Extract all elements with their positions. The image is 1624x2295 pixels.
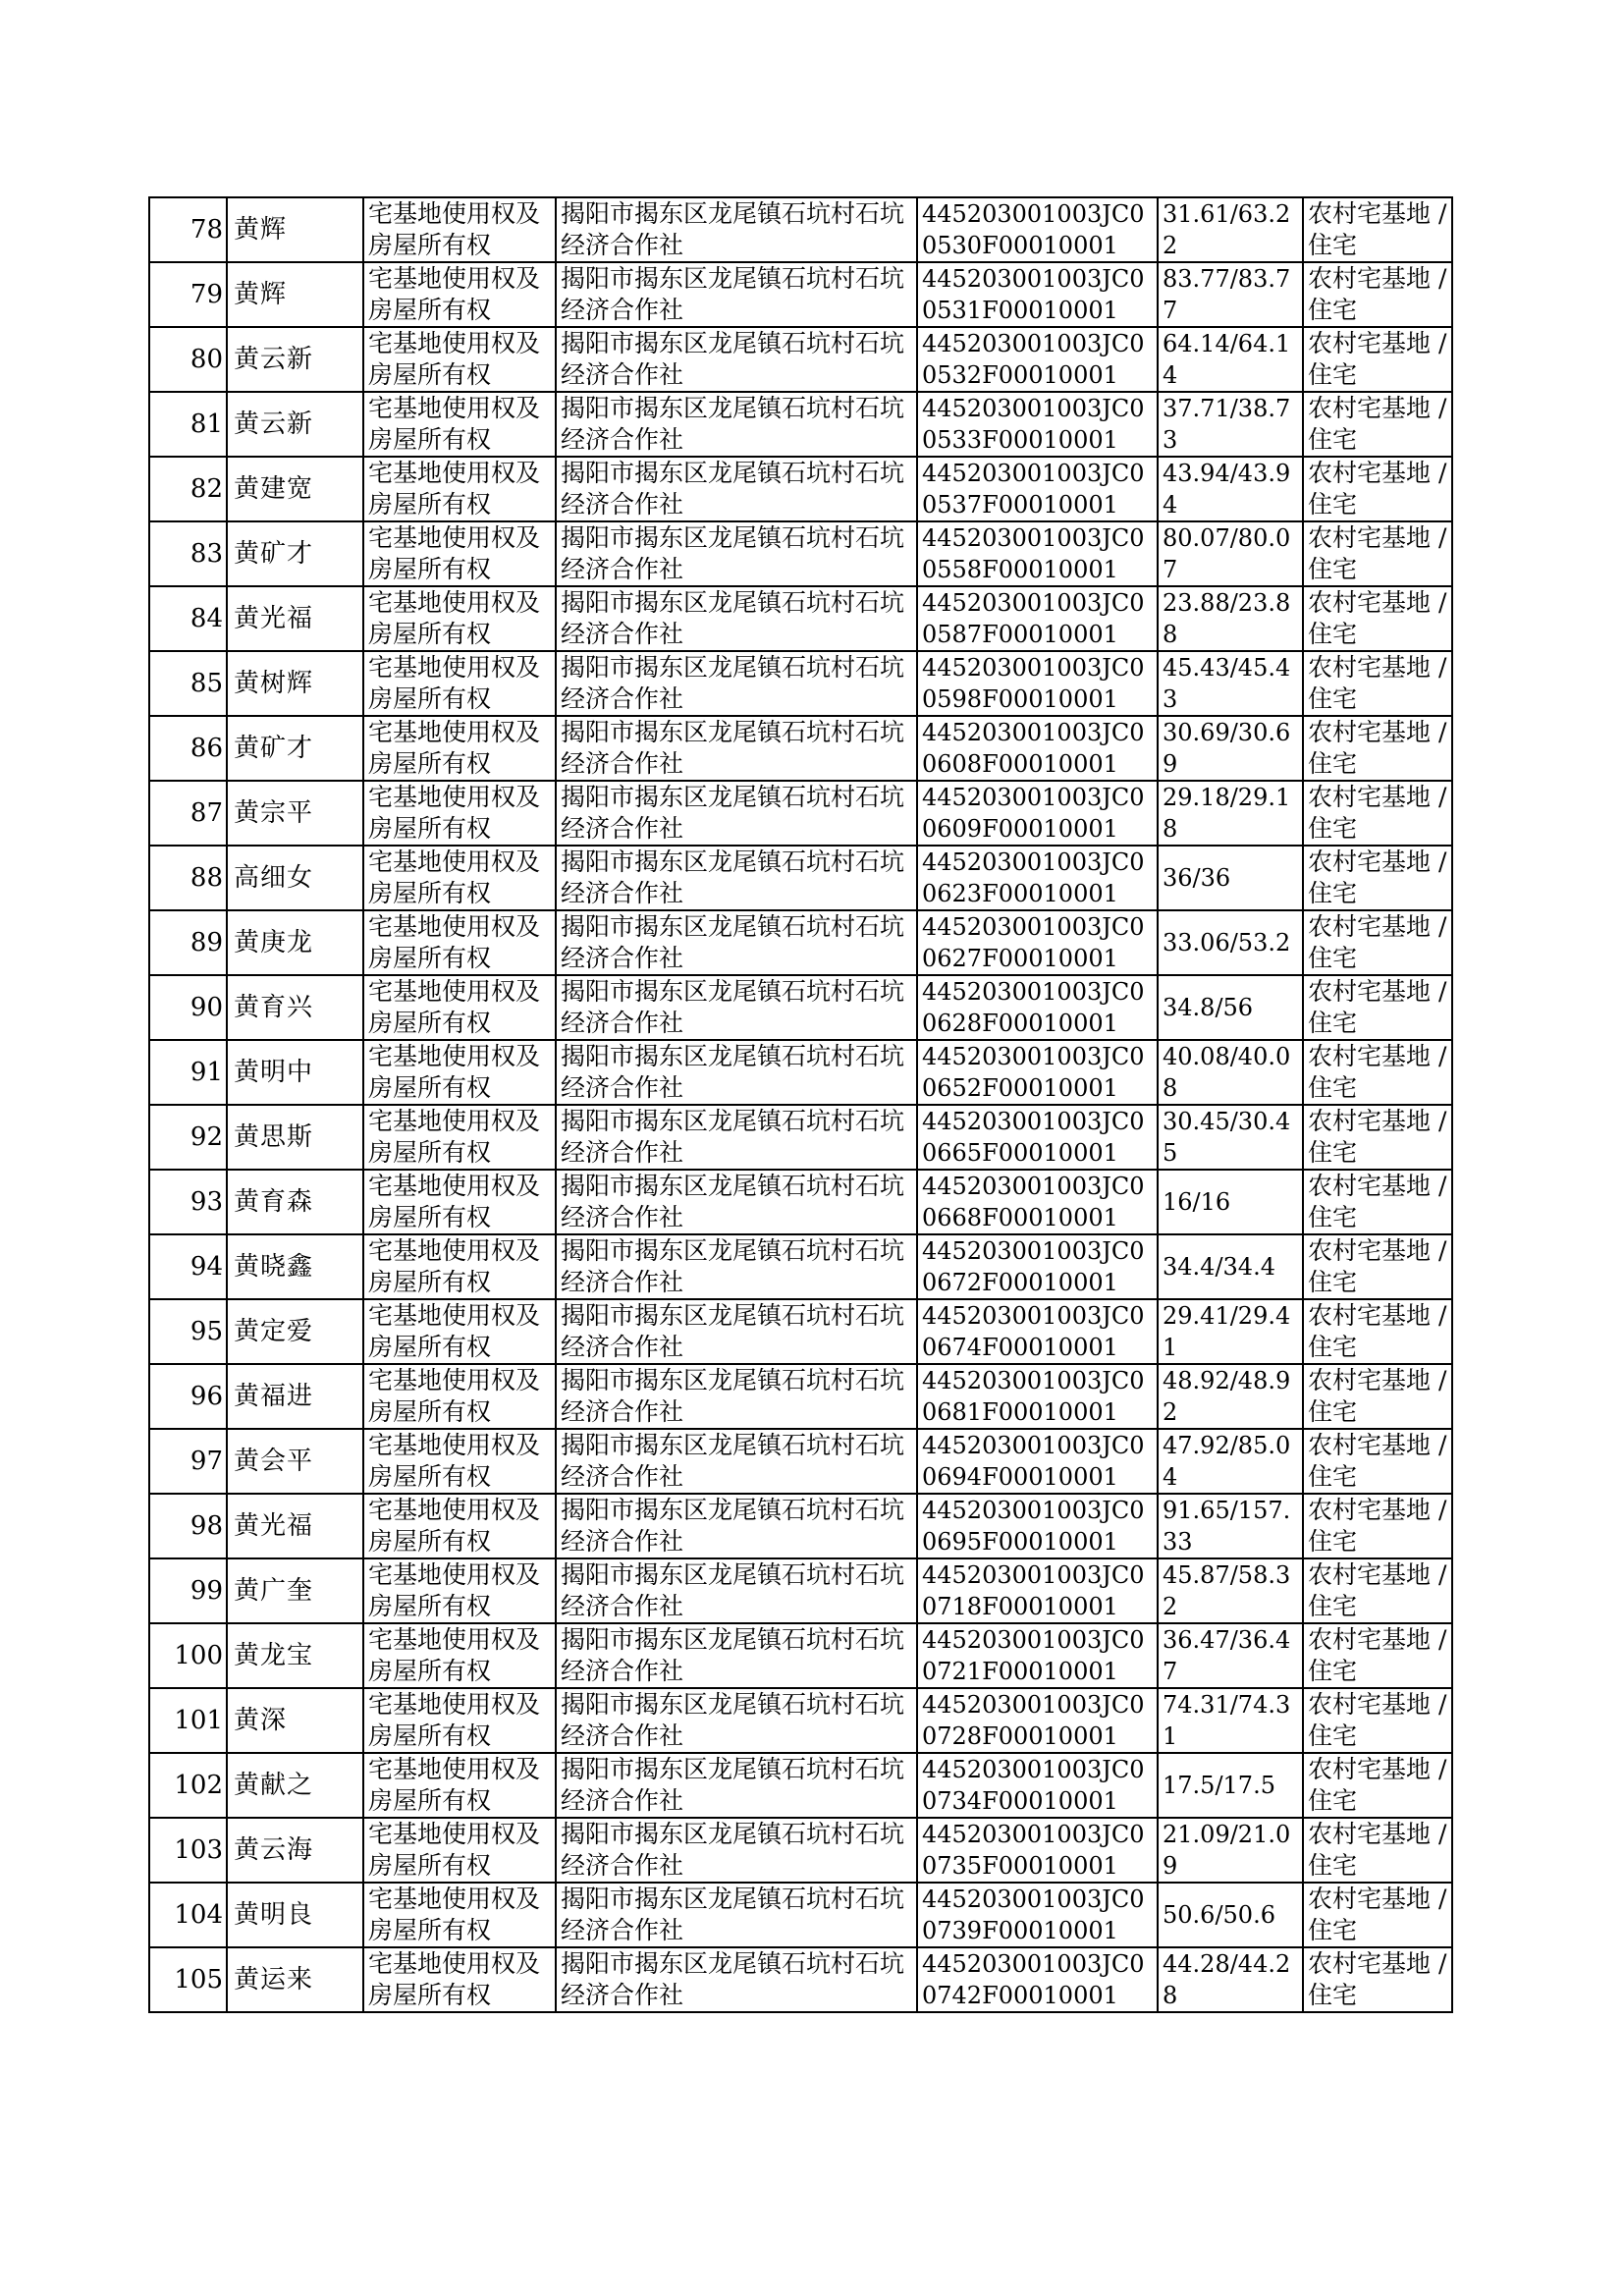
right-type-cell: 宅基地使用权及房屋所有权 [363,1170,556,1234]
right-type-cell: 宅基地使用权及房屋所有权 [363,1429,556,1494]
usage-cell: 农村宅基地 / 住宅 [1303,1818,1452,1883]
owner-name-cell: 黄会平 [227,1429,363,1494]
right-type-cell: 宅基地使用权及房屋所有权 [363,781,556,846]
area-cell: 17.5/17.5 [1158,1753,1303,1818]
right-type-cell: 宅基地使用权及房屋所有权 [363,586,556,651]
usage-cell: 农村宅基地 / 住宅 [1303,1753,1452,1818]
table-row [149,1558,1452,1623]
usage-cell: 农村宅基地 / 住宅 [1303,1688,1452,1753]
unit-code-cell: 445203001003JC00681F00010001 [917,1364,1158,1429]
usage-cell: 农村宅基地 / 住宅 [1303,651,1452,716]
row-number-cell: 101 [149,1688,227,1753]
area-cell: 47.92/85.04 [1158,1429,1303,1494]
usage-cell: 农村宅基地 / 住宅 [1303,716,1452,781]
land-owner-cell: 揭阳市揭东区龙尾镇石坑村石坑经济合作社 [556,1558,917,1623]
row-number-cell: 79 [149,262,227,327]
usage-cell: 农村宅基地 / 住宅 [1303,910,1452,975]
table-row [149,1688,1452,1753]
registry-table [148,196,1453,2013]
usage-cell: 农村宅基地 / 住宅 [1303,1558,1452,1623]
usage-cell: 农村宅基地 / 住宅 [1303,521,1452,586]
right-type-cell: 宅基地使用权及房屋所有权 [363,1364,556,1429]
land-owner-cell: 揭阳市揭东区龙尾镇石坑村石坑经济合作社 [556,327,917,392]
unit-code-cell: 445203001003JC00533F00010001 [917,392,1158,457]
owner-name-cell: 黄献之 [227,1753,363,1818]
row-number-cell: 105 [149,1947,227,2012]
table-row [149,327,1452,392]
table-row [149,975,1452,1040]
usage-cell: 农村宅基地 / 住宅 [1303,1947,1452,2012]
table-row [149,1299,1452,1364]
right-type-cell: 宅基地使用权及房屋所有权 [363,1883,556,1947]
owner-name-cell: 黄育森 [227,1170,363,1234]
row-number-cell: 103 [149,1818,227,1883]
owner-name-cell: 黄光福 [227,1494,363,1558]
usage-cell: 农村宅基地 / 住宅 [1303,1234,1452,1299]
area-cell: 40.08/40.08 [1158,1040,1303,1105]
area-cell: 23.88/23.88 [1158,586,1303,651]
land-owner-cell: 揭阳市揭东区龙尾镇石坑村石坑经济合作社 [556,1429,917,1494]
row-number-cell: 96 [149,1364,227,1429]
owner-name-cell: 黄思斯 [227,1105,363,1170]
unit-code-cell: 445203001003JC00532F00010001 [917,327,1158,392]
land-owner-cell: 揭阳市揭东区龙尾镇石坑村石坑经济合作社 [556,262,917,327]
row-number-cell: 84 [149,586,227,651]
usage-cell: 农村宅基地 / 住宅 [1303,1429,1452,1494]
unit-code-cell: 445203001003JC00627F00010001 [917,910,1158,975]
owner-name-cell: 黄晓鑫 [227,1234,363,1299]
table-row [149,1040,1452,1105]
row-number-cell: 81 [149,392,227,457]
unit-code-cell: 445203001003JC00735F00010001 [917,1818,1158,1883]
row-number-cell: 82 [149,457,227,521]
table-row [149,1883,1452,1947]
owner-name-cell: 黄广奎 [227,1558,363,1623]
land-owner-cell: 揭阳市揭东区龙尾镇石坑村石坑经济合作社 [556,1753,917,1818]
usage-cell: 农村宅基地 / 住宅 [1303,1105,1452,1170]
unit-code-cell: 445203001003JC00623F00010001 [917,846,1158,910]
table-row [149,651,1452,716]
unit-code-cell: 445203001003JC00598F00010001 [917,651,1158,716]
area-cell: 34.8/56 [1158,975,1303,1040]
row-number-cell: 99 [149,1558,227,1623]
row-number-cell: 97 [149,1429,227,1494]
right-type-cell: 宅基地使用权及房屋所有权 [363,327,556,392]
usage-cell: 农村宅基地 / 住宅 [1303,846,1452,910]
right-type-cell: 宅基地使用权及房屋所有权 [363,910,556,975]
land-owner-cell: 揭阳市揭东区龙尾镇石坑村石坑经济合作社 [556,1170,917,1234]
table-row [149,197,1452,262]
table-row [149,392,1452,457]
land-owner-cell: 揭阳市揭东区龙尾镇石坑村石坑经济合作社 [556,1105,917,1170]
area-cell: 45.43/45.43 [1158,651,1303,716]
owner-name-cell: 黄龙宝 [227,1623,363,1688]
area-cell: 30.45/30.45 [1158,1105,1303,1170]
land-owner-cell: 揭阳市揭东区龙尾镇石坑村石坑经济合作社 [556,1623,917,1688]
row-number-cell: 80 [149,327,227,392]
row-number-cell: 89 [149,910,227,975]
right-type-cell: 宅基地使用权及房屋所有权 [363,846,556,910]
owner-name-cell: 黄宗平 [227,781,363,846]
table-row [149,262,1452,327]
row-number-cell: 93 [149,1170,227,1234]
table-row [149,457,1452,521]
row-number-cell: 102 [149,1753,227,1818]
usage-cell: 农村宅基地 / 住宅 [1303,392,1452,457]
usage-cell: 农村宅基地 / 住宅 [1303,1364,1452,1429]
land-owner-cell: 揭阳市揭东区龙尾镇石坑村石坑经济合作社 [556,716,917,781]
usage-cell: 农村宅基地 / 住宅 [1303,457,1452,521]
area-cell: 29.18/29.18 [1158,781,1303,846]
usage-cell: 农村宅基地 / 住宅 [1303,1040,1452,1105]
usage-cell: 农村宅基地 / 住宅 [1303,1170,1452,1234]
area-cell: 36.47/36.47 [1158,1623,1303,1688]
right-type-cell: 宅基地使用权及房屋所有权 [363,1299,556,1364]
table-row [149,1947,1452,2012]
area-cell: 21.09/21.09 [1158,1818,1303,1883]
table-row [149,1234,1452,1299]
area-cell: 30.69/30.69 [1158,716,1303,781]
usage-cell: 农村宅基地 / 住宅 [1303,1883,1452,1947]
table-row [149,1818,1452,1883]
area-cell: 50.6/50.6 [1158,1883,1303,1947]
right-type-cell: 宅基地使用权及房屋所有权 [363,651,556,716]
area-cell: 80.07/80.07 [1158,521,1303,586]
table-row [149,1753,1452,1818]
owner-name-cell: 黄辉 [227,197,363,262]
unit-code-cell: 445203001003JC00674F00010001 [917,1299,1158,1364]
unit-code-cell: 445203001003JC00558F00010001 [917,521,1158,586]
owner-name-cell: 黄建宽 [227,457,363,521]
row-number-cell: 78 [149,197,227,262]
area-cell: 34.4/34.4 [1158,1234,1303,1299]
right-type-cell: 宅基地使用权及房屋所有权 [363,457,556,521]
area-cell: 64.14/64.14 [1158,327,1303,392]
unit-code-cell: 445203001003JC00718F00010001 [917,1558,1158,1623]
owner-name-cell: 黄明中 [227,1040,363,1105]
area-cell: 33.06/53.2 [1158,910,1303,975]
usage-cell: 农村宅基地 / 住宅 [1303,262,1452,327]
land-owner-cell: 揭阳市揭东区龙尾镇石坑村石坑经济合作社 [556,651,917,716]
right-type-cell: 宅基地使用权及房屋所有权 [363,262,556,327]
owner-name-cell: 黄明良 [227,1883,363,1947]
row-number-cell: 87 [149,781,227,846]
table-row [149,1364,1452,1429]
usage-cell: 农村宅基地 / 住宅 [1303,1299,1452,1364]
right-type-cell: 宅基地使用权及房屋所有权 [363,521,556,586]
unit-code-cell: 445203001003JC00672F00010001 [917,1234,1158,1299]
table-row [149,586,1452,651]
usage-cell: 农村宅基地 / 住宅 [1303,586,1452,651]
unit-code-cell: 445203001003JC00694F00010001 [917,1429,1158,1494]
area-cell: 45.87/58.32 [1158,1558,1303,1623]
area-cell: 83.77/83.77 [1158,262,1303,327]
land-owner-cell: 揭阳市揭东区龙尾镇石坑村石坑经济合作社 [556,1364,917,1429]
usage-cell: 农村宅基地 / 住宅 [1303,1494,1452,1558]
right-type-cell: 宅基地使用权及房屋所有权 [363,1818,556,1883]
unit-code-cell: 445203001003JC00609F00010001 [917,781,1158,846]
area-cell: 37.71/38.73 [1158,392,1303,457]
land-owner-cell: 揭阳市揭东区龙尾镇石坑村石坑经济合作社 [556,1818,917,1883]
area-cell: 16/16 [1158,1170,1303,1234]
owner-name-cell: 黄矿才 [227,521,363,586]
unit-code-cell: 445203001003JC00695F00010001 [917,1494,1158,1558]
row-number-cell: 94 [149,1234,227,1299]
land-owner-cell: 揭阳市揭东区龙尾镇石坑村石坑经济合作社 [556,1688,917,1753]
table-row [149,846,1452,910]
right-type-cell: 宅基地使用权及房屋所有权 [363,197,556,262]
table-row [149,910,1452,975]
unit-code-cell: 445203001003JC00734F00010001 [917,1753,1158,1818]
land-owner-cell: 揭阳市揭东区龙尾镇石坑村石坑经济合作社 [556,1234,917,1299]
table-row [149,1105,1452,1170]
area-cell: 74.31/74.31 [1158,1688,1303,1753]
land-owner-cell: 揭阳市揭东区龙尾镇石坑村石坑经济合作社 [556,1947,917,2012]
land-owner-cell: 揭阳市揭东区龙尾镇石坑村石坑经济合作社 [556,521,917,586]
land-owner-cell: 揭阳市揭东区龙尾镇石坑村石坑经济合作社 [556,197,917,262]
row-number-cell: 85 [149,651,227,716]
area-cell: 91.65/157.33 [1158,1494,1303,1558]
row-number-cell: 90 [149,975,227,1040]
row-number-cell: 95 [149,1299,227,1364]
row-number-cell: 100 [149,1623,227,1688]
area-cell: 44.28/44.28 [1158,1947,1303,2012]
usage-cell: 农村宅基地 / 住宅 [1303,975,1452,1040]
table-row [149,1429,1452,1494]
right-type-cell: 宅基地使用权及房屋所有权 [363,1688,556,1753]
usage-cell: 农村宅基地 / 住宅 [1303,197,1452,262]
usage-cell: 农村宅基地 / 住宅 [1303,327,1452,392]
right-type-cell: 宅基地使用权及房屋所有权 [363,716,556,781]
owner-name-cell: 黄云海 [227,1818,363,1883]
unit-code-cell: 445203001003JC00587F00010001 [917,586,1158,651]
owner-name-cell: 黄光福 [227,586,363,651]
land-owner-cell: 揭阳市揭东区龙尾镇石坑村石坑经济合作社 [556,975,917,1040]
unit-code-cell: 445203001003JC00628F00010001 [917,975,1158,1040]
land-owner-cell: 揭阳市揭东区龙尾镇石坑村石坑经济合作社 [556,1494,917,1558]
unit-code-cell: 445203001003JC00531F00010001 [917,262,1158,327]
right-type-cell: 宅基地使用权及房屋所有权 [363,1558,556,1623]
owner-name-cell: 黄福进 [227,1364,363,1429]
row-number-cell: 86 [149,716,227,781]
owner-name-cell: 黄矿才 [227,716,363,781]
owner-name-cell: 黄运来 [227,1947,363,2012]
owner-name-cell: 黄定爱 [227,1299,363,1364]
usage-cell: 农村宅基地 / 住宅 [1303,1623,1452,1688]
land-owner-cell: 揭阳市揭东区龙尾镇石坑村石坑经济合作社 [556,846,917,910]
row-number-cell: 83 [149,521,227,586]
land-owner-cell: 揭阳市揭东区龙尾镇石坑村石坑经济合作社 [556,781,917,846]
area-cell: 36/36 [1158,846,1303,910]
unit-code-cell: 445203001003JC00668F00010001 [917,1170,1158,1234]
table-row [149,521,1452,586]
table-row [149,1494,1452,1558]
row-number-cell: 91 [149,1040,227,1105]
owner-name-cell: 黄树辉 [227,651,363,716]
owner-name-cell: 黄庚龙 [227,910,363,975]
table-row [149,781,1452,846]
land-owner-cell: 揭阳市揭东区龙尾镇石坑村石坑经济合作社 [556,1883,917,1947]
land-owner-cell: 揭阳市揭东区龙尾镇石坑村石坑经济合作社 [556,1299,917,1364]
unit-code-cell: 445203001003JC00608F00010001 [917,716,1158,781]
right-type-cell: 宅基地使用权及房屋所有权 [363,1753,556,1818]
area-cell: 31.61/63.22 [1158,197,1303,262]
land-owner-cell: 揭阳市揭东区龙尾镇石坑村石坑经济合作社 [556,910,917,975]
owner-name-cell: 黄云新 [227,327,363,392]
unit-code-cell: 445203001003JC00537F00010001 [917,457,1158,521]
right-type-cell: 宅基地使用权及房屋所有权 [363,1040,556,1105]
unit-code-cell: 445203001003JC00665F00010001 [917,1105,1158,1170]
row-number-cell: 88 [149,846,227,910]
table-body [149,197,1452,2012]
table-row [149,1170,1452,1234]
area-cell: 29.41/29.41 [1158,1299,1303,1364]
unit-code-cell: 445203001003JC00728F00010001 [917,1688,1158,1753]
owner-name-cell: 黄育兴 [227,975,363,1040]
area-cell: 48.92/48.92 [1158,1364,1303,1429]
unit-code-cell: 445203001003JC00742F00010001 [917,1947,1158,2012]
land-owner-cell: 揭阳市揭东区龙尾镇石坑村石坑经济合作社 [556,457,917,521]
owner-name-cell: 黄辉 [227,262,363,327]
row-number-cell: 92 [149,1105,227,1170]
table-row [149,716,1452,781]
owner-name-cell: 黄云新 [227,392,363,457]
right-type-cell: 宅基地使用权及房屋所有权 [363,1623,556,1688]
row-number-cell: 104 [149,1883,227,1947]
right-type-cell: 宅基地使用权及房屋所有权 [363,1105,556,1170]
right-type-cell: 宅基地使用权及房屋所有权 [363,1234,556,1299]
row-number-cell: 98 [149,1494,227,1558]
right-type-cell: 宅基地使用权及房屋所有权 [363,392,556,457]
unit-code-cell: 445203001003JC00530F00010001 [917,197,1158,262]
unit-code-cell: 445203001003JC00652F00010001 [917,1040,1158,1105]
owner-name-cell: 高细女 [227,846,363,910]
land-owner-cell: 揭阳市揭东区龙尾镇石坑村石坑经济合作社 [556,392,917,457]
unit-code-cell: 445203001003JC00721F00010001 [917,1623,1158,1688]
land-owner-cell: 揭阳市揭东区龙尾镇石坑村石坑经济合作社 [556,586,917,651]
right-type-cell: 宅基地使用权及房屋所有权 [363,1947,556,2012]
unit-code-cell: 445203001003JC00739F00010001 [917,1883,1158,1947]
table-row [149,1623,1452,1688]
right-type-cell: 宅基地使用权及房屋所有权 [363,975,556,1040]
usage-cell: 农村宅基地 / 住宅 [1303,781,1452,846]
area-cell: 43.94/43.94 [1158,457,1303,521]
land-owner-cell: 揭阳市揭东区龙尾镇石坑村石坑经济合作社 [556,1040,917,1105]
owner-name-cell: 黄深 [227,1688,363,1753]
right-type-cell: 宅基地使用权及房屋所有权 [363,1494,556,1558]
